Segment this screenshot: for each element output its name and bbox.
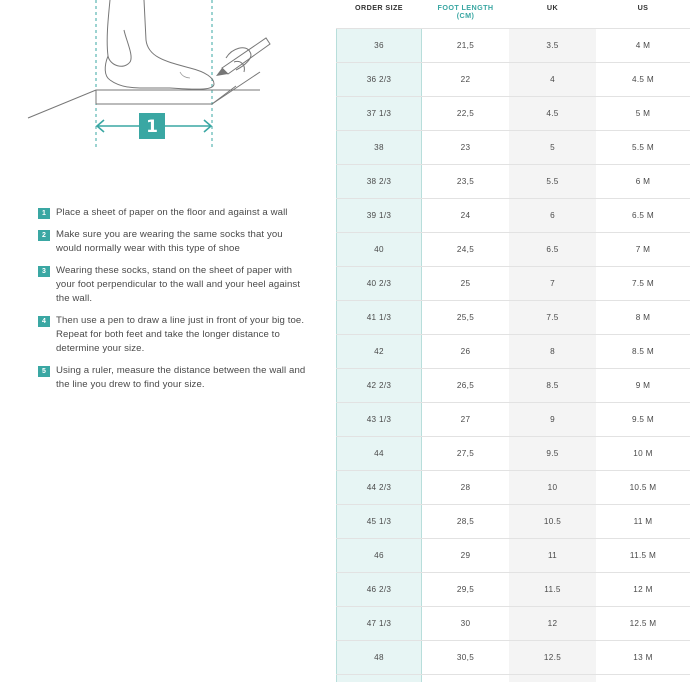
- step-number-badge: 2: [38, 230, 50, 241]
- table-row: [336, 199, 690, 233]
- table-row: [336, 437, 690, 471]
- instruction-step: [38, 264, 308, 306]
- cell-us: 8 M: [635, 313, 651, 322]
- step-number-badge: 1: [38, 208, 50, 219]
- cell-uk: 7.5: [546, 313, 559, 322]
- cell-foot-length: 30,5: [456, 653, 475, 662]
- cell-foot-length: 30: [460, 619, 471, 628]
- table-row: [336, 165, 690, 199]
- cell-foot-length: 22: [460, 75, 471, 84]
- cell-order-size: 40: [374, 245, 384, 254]
- table-row: [336, 301, 690, 335]
- cell-order-size: 38 2/3: [366, 177, 392, 186]
- cell-order-size: 48: [374, 653, 384, 662]
- cell-uk: 4.5: [546, 109, 559, 118]
- header-us: US: [637, 3, 649, 12]
- cell-us: 6 M: [635, 177, 651, 186]
- cell-foot-length: 23,5: [456, 177, 475, 186]
- cell-us: 11 M: [633, 517, 653, 526]
- cell-uk: 12.5: [543, 653, 562, 662]
- table-row: [336, 97, 690, 131]
- cell-uk: 12: [547, 619, 558, 628]
- cell-order-size: 44: [374, 449, 384, 458]
- cell-us: 11.5 M: [629, 551, 657, 560]
- header-uk: UK: [546, 3, 559, 12]
- table-body: [336, 28, 690, 675]
- cell-foot-length: 25,5: [456, 313, 475, 322]
- table-row: [336, 267, 690, 301]
- cell-foot-length: 25: [460, 279, 471, 288]
- step-number-badge: 4: [38, 316, 50, 327]
- cell-uk: 8.5: [546, 381, 559, 390]
- size-conversion-table: [336, 0, 690, 682]
- table-row: [336, 641, 690, 675]
- cell-uk: 11: [547, 551, 558, 560]
- cell-uk: 10.5: [543, 517, 562, 526]
- cell-foot-length: 28,5: [456, 517, 475, 526]
- cell-us: 7.5 M: [632, 279, 654, 288]
- cell-order-size: 45 1/3: [366, 517, 392, 526]
- cell-order-size: 39 1/3: [366, 211, 392, 220]
- cell-uk: 5.5: [546, 177, 559, 186]
- table-row: [336, 573, 690, 607]
- header-foot-length: [422, 4, 509, 20]
- table-row: [336, 131, 690, 165]
- cell-uk: 8: [550, 347, 555, 356]
- cell-uk: 6.5: [546, 245, 559, 254]
- instruction-step: [38, 228, 308, 256]
- cell-uk: 5: [550, 143, 555, 152]
- table-row: [336, 369, 690, 403]
- cell-order-size: 36 2/3: [366, 75, 392, 84]
- cell-us: 5 M: [635, 109, 651, 118]
- instruction-step: [38, 314, 308, 356]
- cell-foot-length: 21,5: [456, 41, 475, 50]
- step-number-badge: 5: [38, 366, 50, 377]
- cell-uk: 10: [547, 483, 558, 492]
- table-row: [336, 335, 690, 369]
- measure-marker-label: 1: [146, 117, 158, 137]
- table-row: [336, 233, 690, 267]
- cell-us: 5.5 M: [632, 143, 654, 152]
- cell-order-size: 36: [374, 41, 384, 50]
- table-row: [336, 539, 690, 573]
- cell-foot-length: 29: [460, 551, 471, 560]
- table-row: [336, 607, 690, 641]
- cell-order-size: 42: [374, 347, 384, 356]
- step-number-badge: 3: [38, 266, 50, 277]
- table-row: [336, 28, 690, 63]
- cell-uk: 9.5: [546, 449, 559, 458]
- cell-us: 12 M: [633, 585, 653, 594]
- step-text: Using a ruler, measure the distance between the wall and the line you drew to find your size.: [56, 365, 306, 390]
- cell-foot-length: 24,5: [456, 245, 475, 254]
- cell-order-size: 46: [374, 551, 384, 560]
- cell-order-size: 44 2/3: [366, 483, 392, 492]
- header-foot-length-line2: (CM): [456, 11, 475, 20]
- step-text: Make sure you are wearing the same socks that you would normally wear with this type of shoe: [56, 229, 283, 254]
- table-row: [336, 63, 690, 97]
- cell-us: 6.5 M: [632, 211, 654, 220]
- cell-uk: 3.5: [546, 41, 559, 50]
- cell-us: 9.5 M: [632, 415, 654, 424]
- cell-foot-length: 26,5: [456, 381, 475, 390]
- cell-us: 12.5 M: [629, 619, 657, 628]
- instructions-list: [38, 206, 308, 400]
- cell-uk: 4: [550, 75, 555, 84]
- table-header: [336, 0, 690, 28]
- cell-order-size: 42 2/3: [366, 381, 392, 390]
- instruction-step: [38, 364, 308, 392]
- cell-order-size: 38: [374, 143, 384, 152]
- cell-order-size: 43 1/3: [366, 415, 392, 424]
- cell-uk: 9: [550, 415, 555, 424]
- cell-order-size: 37 1/3: [366, 109, 392, 118]
- cell-order-size: 40 2/3: [366, 279, 392, 288]
- cell-us: 10 M: [633, 449, 653, 458]
- table-row: [336, 471, 690, 505]
- table-row: [336, 403, 690, 437]
- cell-us: 10.5 M: [629, 483, 657, 492]
- cell-foot-length: 24: [460, 211, 471, 220]
- step-text: Wearing these socks, stand on the sheet of paper with your foot perpendicular to the wall and your heel against the wall.: [56, 265, 301, 304]
- cell-us: 9 M: [635, 381, 651, 390]
- cell-uk: 7: [550, 279, 555, 288]
- cell-uk: 11.5: [544, 585, 561, 594]
- table-row: [336, 505, 690, 539]
- cell-us: 8.5 M: [632, 347, 654, 356]
- cell-order-size: 41 1/3: [366, 313, 392, 322]
- cell-foot-length: 23: [460, 143, 471, 152]
- cell-foot-length: 22,5: [456, 109, 475, 118]
- cell-us: 7 M: [635, 245, 651, 254]
- header-order-size: ORDER SIZE: [355, 3, 403, 12]
- cell-us: 4 M: [635, 41, 651, 50]
- cell-uk: 6: [550, 211, 555, 220]
- cell-foot-length: 29,5: [456, 585, 475, 594]
- cell-us: 4.5 M: [632, 75, 654, 84]
- header-foot-length-line1: FOOT LENGTH: [437, 3, 494, 12]
- cell-foot-length: 27,5: [456, 449, 475, 458]
- cell-foot-length: 28: [460, 483, 471, 492]
- foot-measure-illustration: [0, 0, 336, 160]
- cell-foot-length: 26: [460, 347, 471, 356]
- cell-foot-length: 27: [460, 415, 471, 424]
- cell-order-size: 47 1/3: [366, 619, 392, 628]
- step-text: Place a sheet of paper on the floor and against a wall: [56, 207, 288, 218]
- instruction-step: [38, 206, 308, 220]
- cell-us: 13 M: [633, 653, 653, 662]
- cell-order-size: 46 2/3: [366, 585, 392, 594]
- step-text: Then use a pen to draw a line just in front of your big toe. Repeat for both feet and take the longer distance to determine your size.: [56, 315, 305, 354]
